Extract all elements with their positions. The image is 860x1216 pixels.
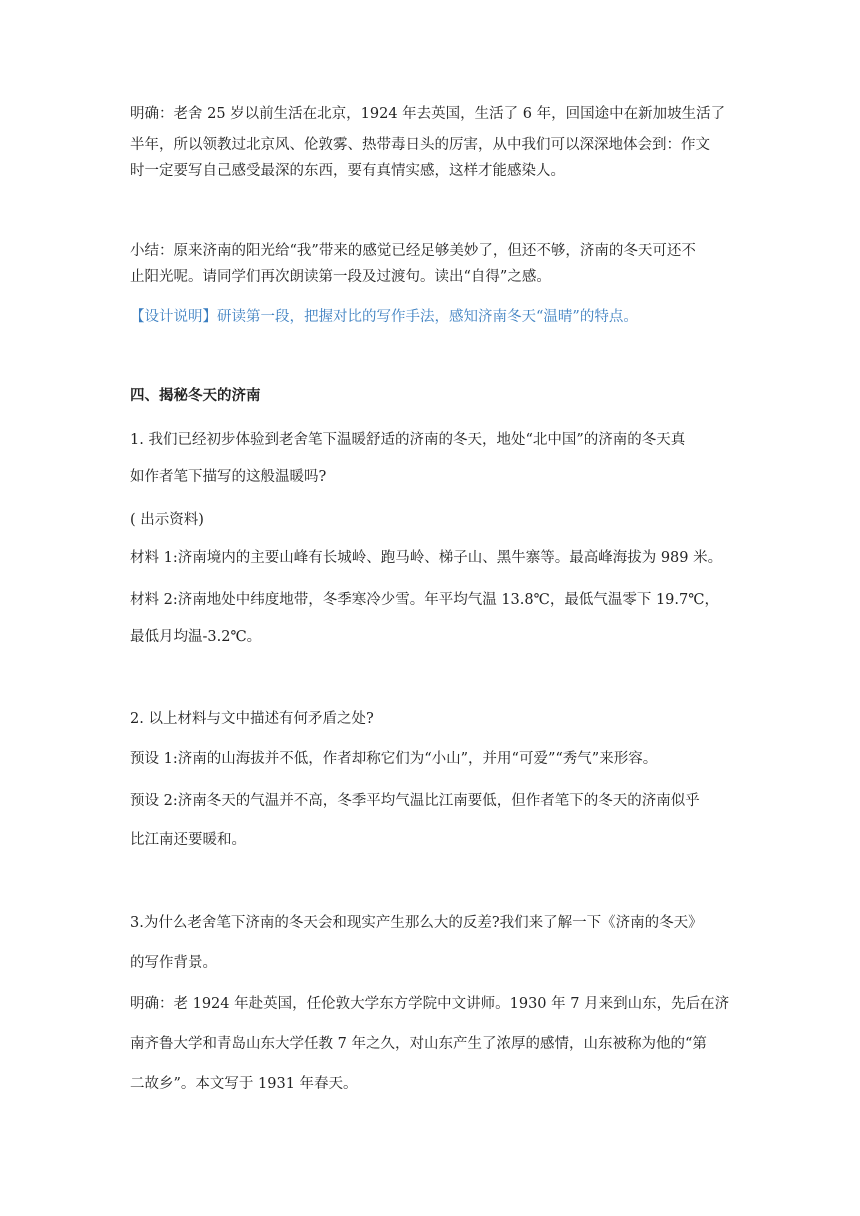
question-line: 1. 我们已经初步体验到老舍笔下温暖舒适的济南的冬天，地处“北中国”的济南的冬天真 — [130, 432, 686, 448]
summary-line: 止阳光呢。请同学们再次朗读第一段及过渡句。读出“自得”之感。 — [130, 269, 551, 285]
preset-line: 预设 1:济南的山海拔并不低，作者却称它们为“小山”，并用“可爱”“秀气”来形容。 — [130, 751, 658, 767]
preset-line: 比江南还要暖和。 — [130, 832, 246, 848]
question-line: 2. 以上材料与文中描述有何矛盾之处? — [130, 711, 374, 727]
answer-line: 二故乡”。本文写于 1931 年春天。 — [130, 1076, 358, 1092]
design-note: 【设计说明】研读第一段，把握对比的写作手法，感知济南冬天“温晴”的特点。 — [130, 309, 638, 325]
material-line: 材料 2:济南地处中纬度地带，冬季寒冷少雪。年平均气温 13.8℃，最低气温零下 19.7℃， — [130, 592, 719, 608]
summary-line: 小结：原来济南的阳光给“我”带来的感觉已经足够美妙了，但还不够，济南的冬天可还不 — [130, 243, 696, 259]
answer-line: 南齐鲁大学和青岛山东大学任教 7 年之久，对山东产生了浓厚的感情，山东被称为他的“第 — [130, 1036, 707, 1052]
question-line: 3.为什么老舍笔下济南的冬天会和现实产生那么大的反差?我们来了解一下《济南的冬天》 — [130, 915, 703, 931]
paragraph-line: 半年，所以领教过北京风、伦敦雾、热带毒日头的厉害，从中我们可以深深地体会到：作文 — [130, 137, 710, 153]
question-line: 如作者笔下描写的这般温暖吗? — [130, 469, 327, 485]
material-line: 最低月均温-3.2℃。 — [130, 629, 262, 645]
material-note: ( 出示资料) — [130, 512, 204, 528]
material-line: 材料 1:济南境内的主要山峰有长城岭、跑马岭、梯子山、黑牛寨等。最高峰海拔为 989 米。 — [130, 550, 723, 566]
paragraph-line: 时一定要写自己感受最深的东西，要有真情实感，这样才能感染人。 — [130, 163, 565, 179]
preset-line: 预设 2:济南冬天的气温并不高，冬季平均气温比江南要低，但作者笔下的冬天的济南似乎 — [130, 793, 700, 809]
paragraph-line: 明确：老舍 25 岁以前生活在北京，1924 年去英国，生活了 6 年，回国途中在新加坡生活了 — [130, 106, 726, 122]
section-heading: 四、揭秘冬天的济南 — [130, 387, 261, 404]
question-line: 的写作背景。 — [130, 955, 217, 971]
answer-line: 明确：老 1924 年赴英国，任伦敦大学东方学院中文讲师。1930 年 7 月来到山东，先后在济 — [130, 996, 730, 1012]
